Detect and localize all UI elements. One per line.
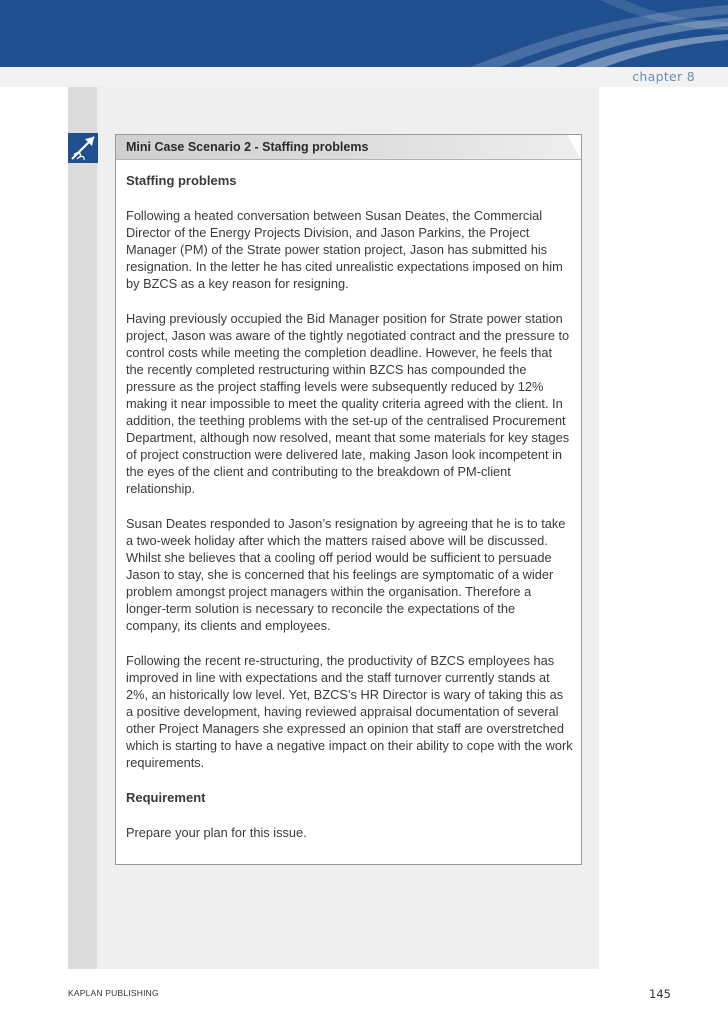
requirement-text: Prepare your plan for this issue.	[126, 825, 307, 840]
footer-publisher: KAPLAN PUBLISHING	[68, 988, 159, 998]
chapter-band	[0, 67, 728, 87]
mini-case-header	[116, 135, 581, 160]
requirement-heading: Requirement	[126, 790, 206, 805]
banner-swoosh-decoration	[0, 0, 728, 67]
scenario-arrow-icon	[68, 133, 98, 163]
case-subheading: Staffing problems	[126, 173, 237, 188]
chapter-label: chapter 8	[632, 69, 695, 84]
top-banner	[0, 0, 728, 67]
mini-case-box	[115, 134, 582, 865]
case-paragraph-1: Following a heated conversation between Susan Deates, the Commercial Director of the Energy Projects Division, and Jason Parkins, the Project Manager (PM) of the Strate power station project, Jason has submitted his resignation. In the letter he has cited unrealistic expectations imposed on him by BZCS as a key reason for resigning.	[126, 208, 563, 291]
case-paragraph-2: Having previously occupied the Bid Manager position for Strate power station project, Jason was aware of the tightly negotiated contract and the pressure to control costs while meeting the completion deadline. However, he feels that the recently completed restructuring within BZCS has compounded the pressure as the project staffing levels were subsequently reduced by 12% making it near impossible to meet the quality criteria agreed with the client. In addition, the teething problems with the set-up of the centralised Procurement Department, although now resolved, meant that some materials for key stages of project construction were delivered late, making Jason look incompetent in the eyes of the client and contributing to the breakdown of PM-client relationship.	[126, 311, 570, 496]
mini-case-body	[116, 160, 581, 841]
left-margin-strip	[68, 87, 97, 969]
case-paragraph-3: Susan Deates responded to Jason’s resignation by agreeing that he is to take a two-week holiday after which the matters raised above will be discussed. Whilst she believes that a cooling off period would be sufficient to persuade Jason to stay, she is concerned that his feelings are symptomatic of a wider problem amongst project managers within the organisation. Therefore a longer-term solution is necessary to reconcile the expectations of the company, its clients and employees.	[126, 516, 566, 633]
header-corner-cut	[567, 135, 581, 159]
page-number: 145	[649, 987, 671, 1001]
case-paragraph-4: Following the recent re-structuring, the productivity of BZCS employees has improved in line with expectations and the staff turnover currently stands at 2%, an historically low level. Yet, BZCS’s HR Director is wary of taking this as a positive development, having reviewed appraisal documentation of several other Project Managers she expressed an opinion that staff are overstretched which is starting to have a negative impact on their ability to cope with the work requirements.	[126, 653, 573, 770]
mini-case-title: Mini Case Scenario 2 - Staffing problems	[126, 140, 369, 154]
